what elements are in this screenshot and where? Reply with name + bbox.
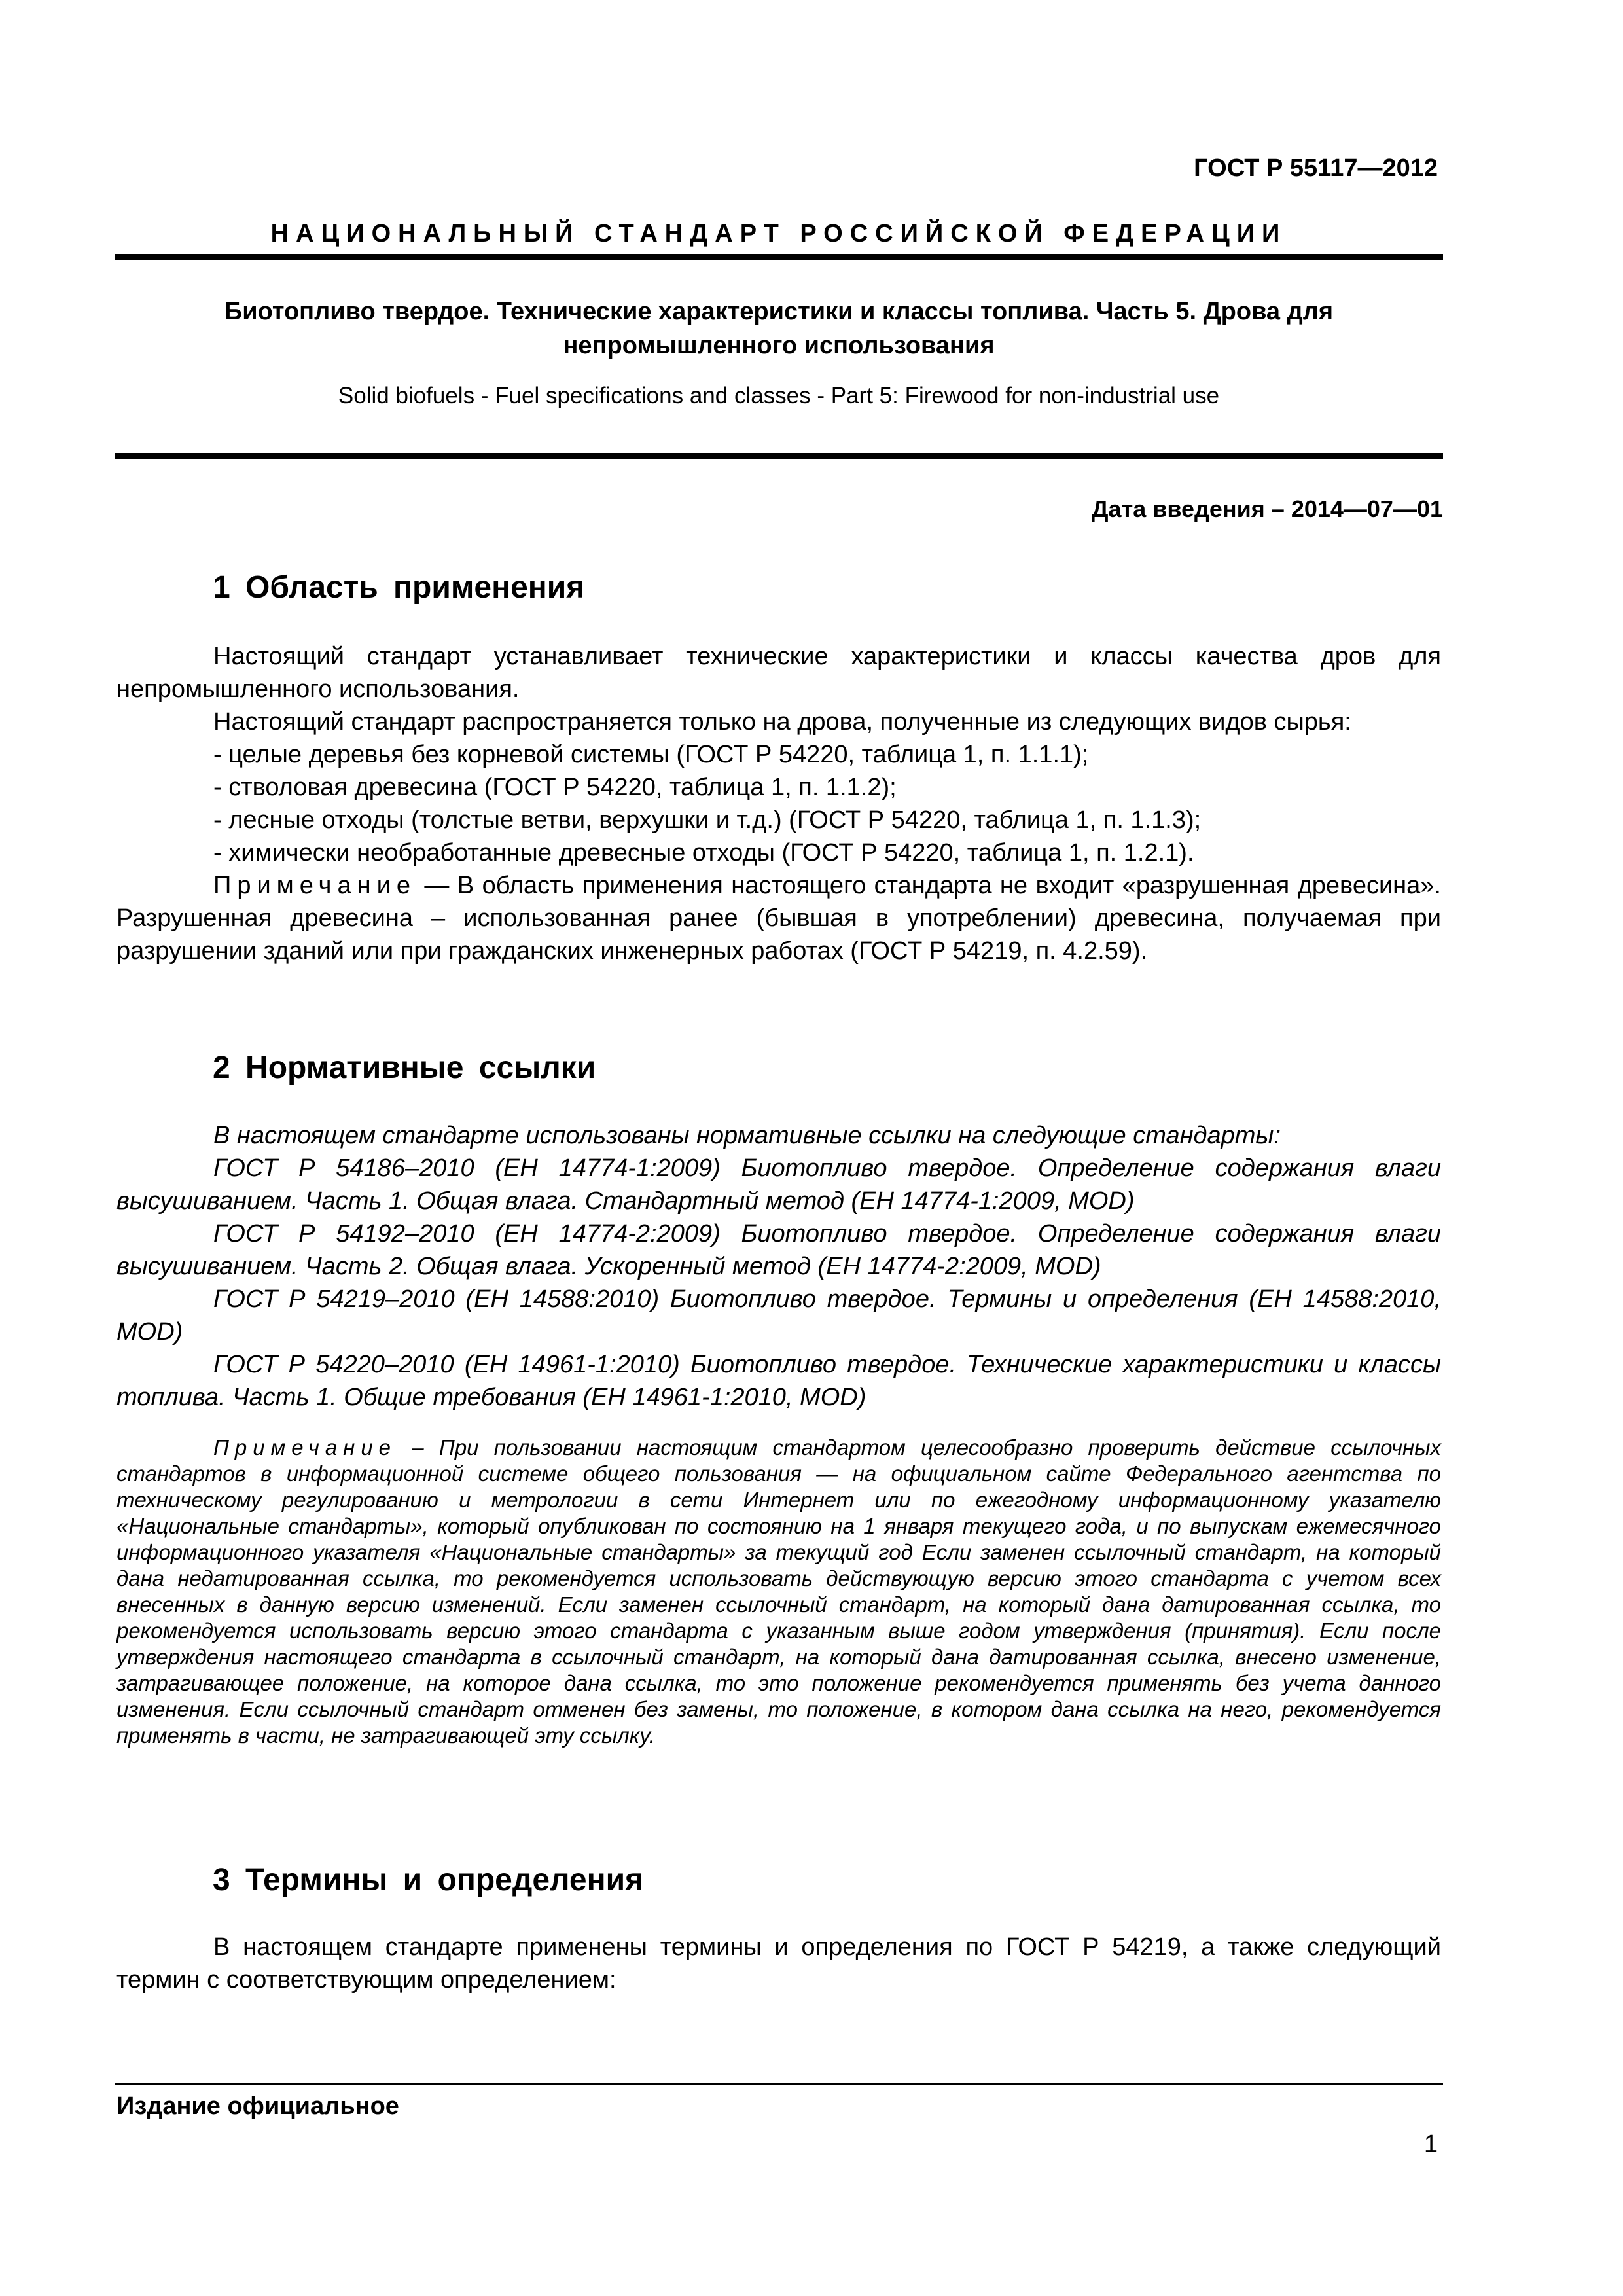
section-2-heading: 2 Нормативные ссылки [213, 1050, 596, 1085]
section-2-body [116, 1119, 1441, 1414]
list-item: - целые деревья без корневой системы (ГОСТ Р 54220, таблица 1, п. 1.1.1); [213, 741, 1089, 768]
list-item: - химически необработанные древесные отходы (ГОСТ Р 54220, таблица 1, п. 1.2.1). [213, 839, 1194, 867]
title-rule [115, 453, 1443, 459]
document-title-en: Solid biofuels - Fuel specifications and classes - Part 5: Firewood for non-industrial use [338, 383, 1220, 408]
section-3-body [116, 1931, 1441, 1996]
note-text: — В область применения настоящего стандарта не входит «разрушенная древесина». Разрушенная древесина – использованная ранее (бывшая в употреблении) древесина, получаемая при разрушении зданий или при гражданских инженерных работах (ГОСТ Р 54219, п. 4.2.59). [116, 872, 1441, 965]
note-label: Примечание [213, 1435, 397, 1460]
note-text: – При пользовании настоящим стандартом целесообразно проверить действие ссылочных стандартов в информационной системе общего пользования — на официальном сайте Федерального агентства по техническому регулированию и метрологии в сети Интернет или по ежегодному информационному указателю «Национальные стандарты», который опубликован по состоянию на 1 января текущего года, и по выпускам ежемесячного информационного указателя «Национальные стандарты» за текущий год Если заменен ссылочный стандарт, на который дана недатированная ссылка, то рекомендуется использовать действующую версию этого стандарта с учетом всех внесенных в данную версию изменений. Если заменен ссылочный стандарт, на который дана датированная ссылка, то рекомендуется использовать версию этого стандарта с указанным выше годом утверждения (принятия). Если после утверждения настоящего стандарта в ссылочный стандарт, на который дана датированная ссылка, внесено изменение, затрагивающее положение, на которое дана ссылка, то это положение рекомендуется применять без учета данного изменения. Если ссылочный стандарт отменен без замены, то положение, в котором дана ссылка на него, рекомендуется применять в части, не затрагивающей эту ссылку. [116, 1435, 1441, 1748]
footer-rule [115, 2083, 1443, 2085]
reference-item: ГОСТ Р 54186–2010 (ЕН 14774-1:2009) Биотопливо твердое. Определение содержания влаги высушиванием. Часть 1. Общая влага. Стандартный метод (ЕН 14774-1:2009, MOD) [116, 1155, 1441, 1215]
standard-number: ГОСТ Р 55117—2012 [1194, 154, 1438, 182]
list-item: - лесные отходы (толстые ветви, верхушки и т.д.) (ГОСТ Р 54220, таблица 1, п. 1.1.3); [213, 806, 1202, 834]
section-3-paragraph: В настоящем стандарте применены термины и определения по ГОСТ Р 54219, а также следующий термин с соответствующим определением: [116, 1933, 1441, 1994]
section-3-heading: 3 Термины и определения [213, 1863, 644, 1897]
section-1-paragraph: Настоящий стандарт распространяется только на дрова, полученные из следующих видов сырья: [213, 708, 1351, 736]
introduction-date: Дата введения – 2014—07—01 [1091, 495, 1443, 522]
section-1-note [116, 869, 1441, 967]
header-rule [115, 254, 1443, 260]
section-1-heading: 1 Область применения [213, 570, 585, 605]
section-1-paragraph: Настоящий стандарт устанавливает технические характеристики и классы качества дров для непромышленного использования. [116, 643, 1441, 703]
reference-item: ГОСТ Р 54220–2010 (ЕН 14961-1:2010) Биотопливо твердое. Технические характеристики и классы топлива. Часть 1. Общие требования (ЕН 14961-1:2010, MOD) [116, 1351, 1441, 1411]
document-title-ru: Биотопливо твердое. Технические характеристики и классы топлива. Часть 5. Дрова для непромышленного использования [224, 298, 1334, 359]
section-1-body [116, 640, 1441, 967]
section-2-intro: В настоящем стандарте использованы нормативные ссылки на следующие стандарты: [213, 1122, 1281, 1149]
national-standard-banner: НАЦИОНАЛЬНЫЙ СТАНДАРТ РОССИЙСКОЙ ФЕДЕРАЦИИ [270, 220, 1287, 247]
note-label: Примечание [213, 872, 416, 899]
reference-item: ГОСТ Р 54219–2010 (ЕН 14588:2010) Биотопливо твердое. Термины и определения (ЕН 14588:2010, MOD) [116, 1285, 1441, 1346]
list-item: - стволовая древесина (ГОСТ Р 54220, таблица 1, п. 1.1.2); [213, 774, 897, 801]
section-2-note [116, 1435, 1441, 1749]
page-number: 1 [1423, 2130, 1438, 2158]
reference-item: ГОСТ Р 54192–2010 (ЕН 14774-2:2009) Биотопливо твердое. Определение содержания влаги высушиванием. Часть 2. Общая влага. Ускоренный метод (ЕН 14774-2:2009, MOD) [116, 1220, 1441, 1280]
edition-label: Издание официальное [116, 2092, 399, 2120]
